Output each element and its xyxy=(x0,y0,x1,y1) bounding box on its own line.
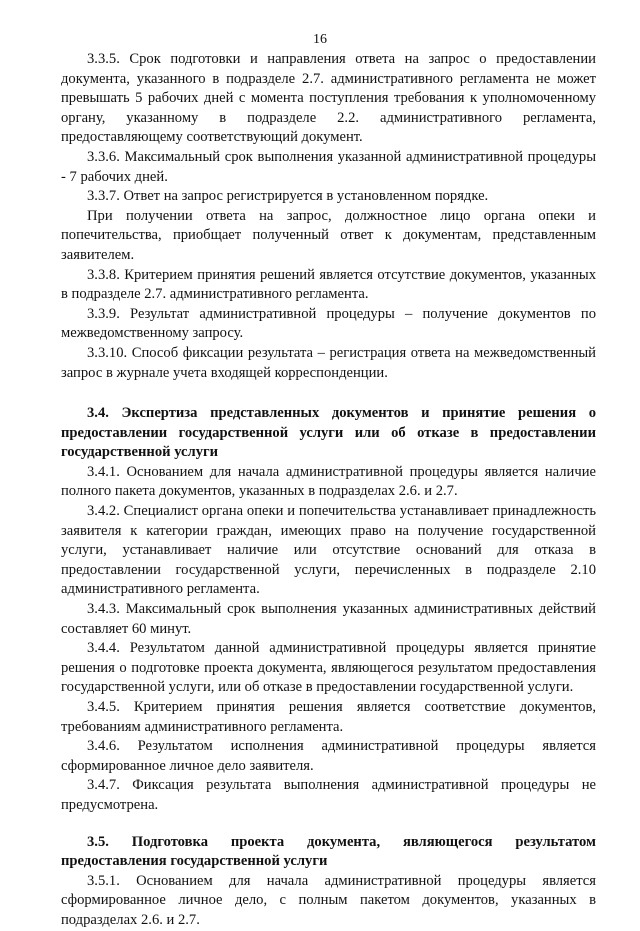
paragraph-response-handling: При получении ответа на запрос, должностное лицо органа опеки и попечительства, приобщает полученный ответ к документам, представленным заявителем. xyxy=(61,207,596,263)
section-heading-3-4: 3.4. Экспертиза представленных документов и принятие решения о предоставлении государственной услуги или об отказе в предоставлении государственной услуги xyxy=(61,405,596,461)
paragraph-3-5-1: 3.5.1. Основанием для начала административной процедуры является сформированное личное дело, с полным пакетом документов, указанных в подразделах 2.6. и 2.7. xyxy=(61,872,596,928)
paragraph-3-4-7: 3.4.7. Фиксация результата выполнения административной процедуры не предусмотрена. xyxy=(61,777,596,813)
paragraph-3-3-7: 3.3.7. Ответ на запрос регистрируется в установленном порядке. xyxy=(87,188,489,205)
document-body xyxy=(61,50,596,931)
section-heading-3-5: 3.5. Подготовка проекта документа, являющегося результатом предоставления государственной услуги xyxy=(61,833,596,870)
paragraph-3-4-4: 3.4.4. Результатом данной административной процедуры является принятие решения о подготовке проекта документа, являющегося результатом предоставления государственной услуги, или об отказе в предоставлении государственной услуги. xyxy=(61,640,596,696)
paragraph-3-3-10: 3.3.10. Способ фиксации результата – регистрация ответа на межведомственный запрос в журнале учета входящей корреспонденции. xyxy=(61,344,596,381)
paragraph-3-4-1: 3.4.1. Основанием для начала административной процедуры является наличие полного пакета документов, указанных в подразделах 2.6. и 2.7. xyxy=(61,463,596,500)
paragraph-3-4-2: 3.4.2. Специалист органа опеки и попечительства устанавливает принадлежность заявителя к категории граждан, имеющих право на получение государственной услуги, устанавливает наличие или отсутствие оснований для отказа в предоставлении государственной услуги, перечисленных в подразделе 2.10 административного регламента. xyxy=(61,503,596,598)
paragraph-3-4-6: 3.4.6. Результатом исполнения административной процедуры является сформированное личное дело заявителя. xyxy=(61,738,596,774)
paragraph-3-3-8: 3.3.8. Критерием принятия решений является отсутствие документов, указанных в подразделе 2.7. административного регламента. xyxy=(61,266,596,303)
paragraph-3-3-5: 3.3.5. Срок подготовки и направления ответа на запрос о предоставлении документа, указанного в подразделе 2.7. административного регламента не может превышать 5 рабочих дней с момента поступления требования к уполномоченному органу, указанному в подразделе 2.2. административного регламента, предоставляющему соответствующий документ. xyxy=(61,51,596,146)
paragraph-3-3-9: 3.3.9. Результат административной процедуры – получение документов по межведомственному запросу. xyxy=(61,305,596,342)
paragraph-3-3-6: 3.3.6. Максимальный срок выполнения указанной административной процедуры - 7 рабочих дней. xyxy=(61,148,596,185)
page-number: 16 xyxy=(313,32,327,47)
paragraph-3-4-5: 3.4.5. Критерием принятия решения является соответствие документов, требованиям административного регламента. xyxy=(61,699,596,735)
paragraph-3-4-3: 3.4.3. Максимальный срок выполнения указанных административных действий составляет 60 минут. xyxy=(61,601,596,637)
